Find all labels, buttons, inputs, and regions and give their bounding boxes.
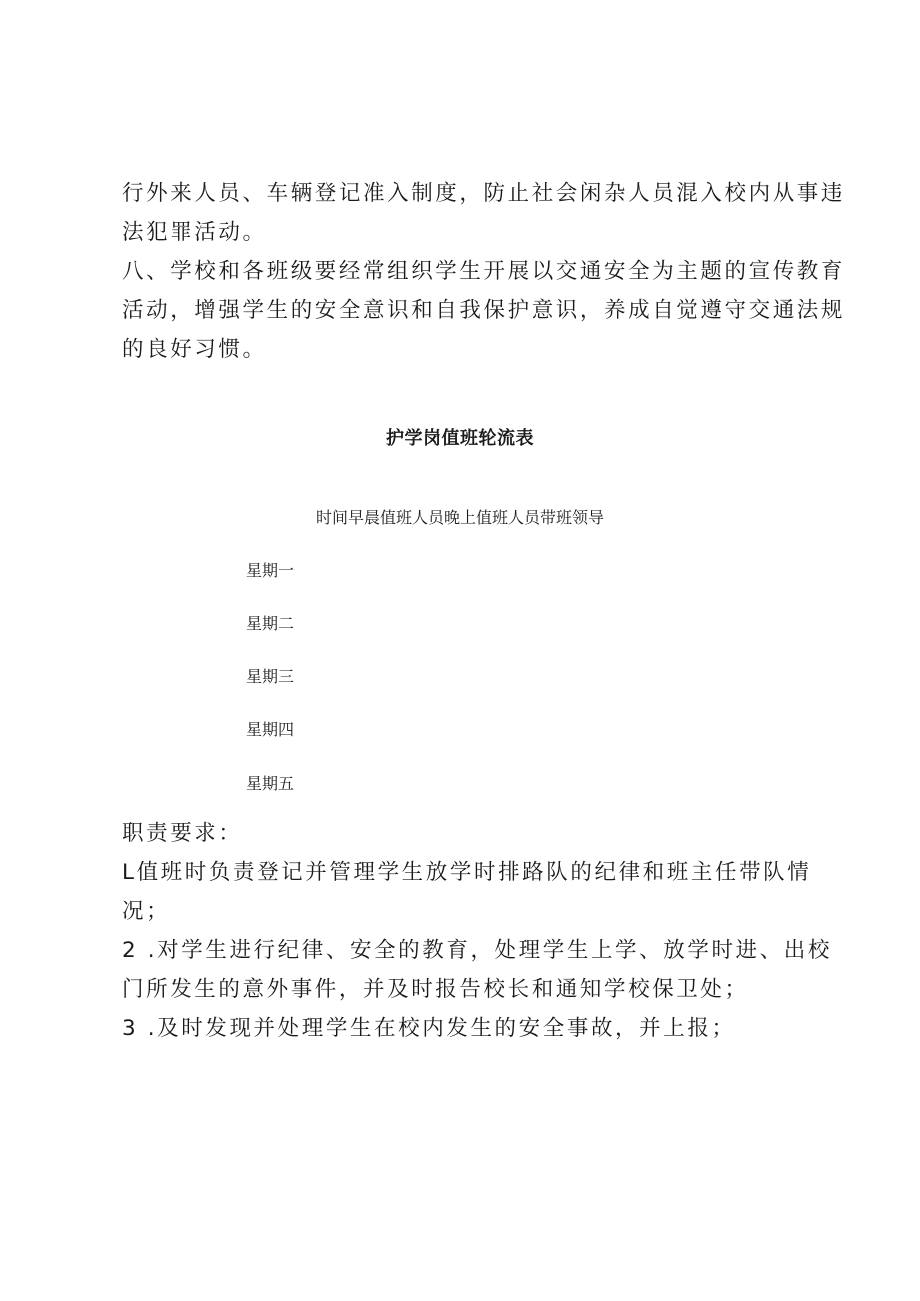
intro-line: 法犯罪活动。 [122, 220, 267, 245]
schedule-day-tuesday: 星期二 [246, 614, 295, 633]
schedule-day-wednesday: 星期三 [246, 667, 295, 686]
intro-line: 的良好习惯。 [122, 337, 267, 362]
schedule-title: 护学岗值班轮流表 [386, 428, 534, 449]
duty-line: 况； [122, 899, 171, 924]
intro-line: 行外来人员、车辆登记准入制度，防止社会闲杂人员混入校内从事违 [122, 181, 846, 206]
intro-paragraph [122, 174, 846, 369]
intro-line: 活动，增强学生的安全意识和自我保护意识，养成自觉遵守交通法规 [122, 298, 846, 323]
schedule-day-friday: 星期五 [246, 774, 295, 793]
duties-heading: 职责要求： [122, 821, 243, 846]
duty-line: 门所发生的意外事件，并及时报告校长和通知学校保卫处； [122, 977, 749, 1002]
duties-section [122, 814, 832, 1048]
intro-line: 八、学校和各班级要经常组织学生开展以交通安全为主题的宣传教育 [122, 259, 846, 284]
duty-line: 3 .及时发现并处理学生在校内发生的安全事故，并上报； [122, 1016, 736, 1041]
duty-line: 2 .对学生进行纪律、安全的教育，处理学生上学、放学时进、出校 [122, 938, 832, 963]
schedule-day-thursday: 星期四 [246, 720, 295, 739]
duty-line: L值班时负责登记并管理学生放学时排路队的纪律和班主任带队情 [122, 860, 812, 885]
schedule-header-row: 时间早晨值班人员晚上值班人员带班领导 [315, 508, 604, 527]
schedule-day-monday: 星期一 [246, 561, 295, 580]
